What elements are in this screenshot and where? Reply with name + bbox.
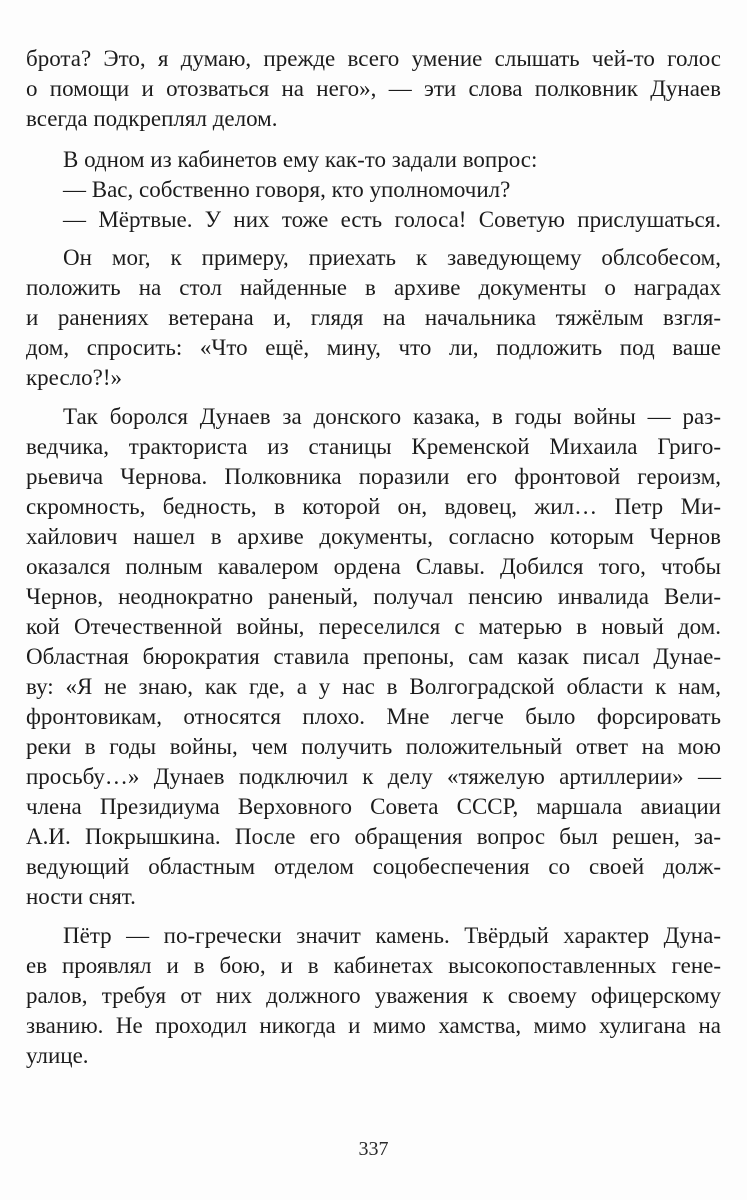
text-line: положить на стол найденные в архиве документы о наградах (26, 275, 721, 300)
text-line: званию. Не проходил никогда и мимо хамства, мимо хулигана на (26, 1013, 721, 1038)
text-line: оказался полным кавалером ордена Славы. Добился того, чтобы (26, 554, 721, 579)
text-line: В одном из кабинетов ему как-то задали вопрос: (63, 147, 538, 172)
text-line: брота? Это, я думаю, прежде всего умение слышать чей-то голос (26, 46, 721, 71)
text-line: и ранениях ветерана и, глядя на начальника тяжёлым взгля- (26, 305, 721, 330)
text-line: фронтовикам, относятся плохо. Мне легче было форсировать (26, 704, 721, 729)
text-line: — Вас, собственно говоря, кто уполномочил? (63, 177, 511, 202)
text-line: Чернов, неоднократно раненый, получал пенсию инвалида Вели- (26, 584, 721, 609)
text-line: кресло?!» (26, 365, 123, 390)
text-line: улице. (26, 1043, 89, 1068)
text-line: Так боролся Дунаев за донского казака, в годы войны — раз- (63, 404, 721, 429)
text-line: ву: «Я не знаю, как где, а у нас в Волгоградской области к нам, (26, 674, 721, 699)
text-line: скромность, бедность, в которой он, вдовец, жил… Петр Ми- (26, 494, 721, 519)
text-line: ности снят. (26, 884, 136, 909)
text-line: о помощи и отозваться на него», — эти слова полковник Дунаев (26, 76, 721, 101)
text-line: ведующий областным отделом соцобеспечения со своей долж- (26, 854, 721, 879)
text-line: всегда подкреплял делом. (26, 106, 278, 131)
text-line: кой Отечественной войны, переселился с матерью в новый дом. (26, 614, 721, 639)
text-line: члена Президиума Верховного Совета СССР, маршала авиации (26, 794, 721, 819)
text-line: — Мёртвые. У них тоже есть голоса! Советую прислушаться. (63, 207, 721, 232)
text-line: А.И. Покрышкина. После его обращения вопрос был решен, за- (26, 824, 721, 849)
text-line: ведчика, тракториста из станицы Кременской Михаила Григо- (26, 434, 721, 459)
text-line: ралов, требуя от них должного уважения к своему офицерскому (26, 983, 721, 1008)
page-number: 337 (358, 1138, 389, 1160)
text-line: дом, спросить: «Что ещё, мину, что ли, подложить под ваше (26, 335, 721, 360)
text-line: ев проявлял и в бою, и в кабинетах высокопоставленных гене- (26, 953, 721, 978)
text-line: Областная бюрократия ставила препоны, сам казак писал Дунае- (26, 644, 721, 669)
text-line: рьевича Чернова. Полковника поразили его фронтовой героизм, (26, 464, 721, 489)
text-line: просьбу…» Дунаев подключил к делу «тяжелую артиллерии» — (26, 764, 721, 789)
text-line: Пётр — по-гречески значит камень. Твёрдый характер Дуна- (63, 923, 721, 948)
text-line: Он мог, к примеру, приехать к заведующему облсобесом, (63, 245, 721, 270)
text-line: хайлович нашел в архиве документы, согласно которым Чернов (26, 524, 721, 549)
text-line: реки в годы войны, чем получить положительный ответ на мою (26, 734, 721, 759)
